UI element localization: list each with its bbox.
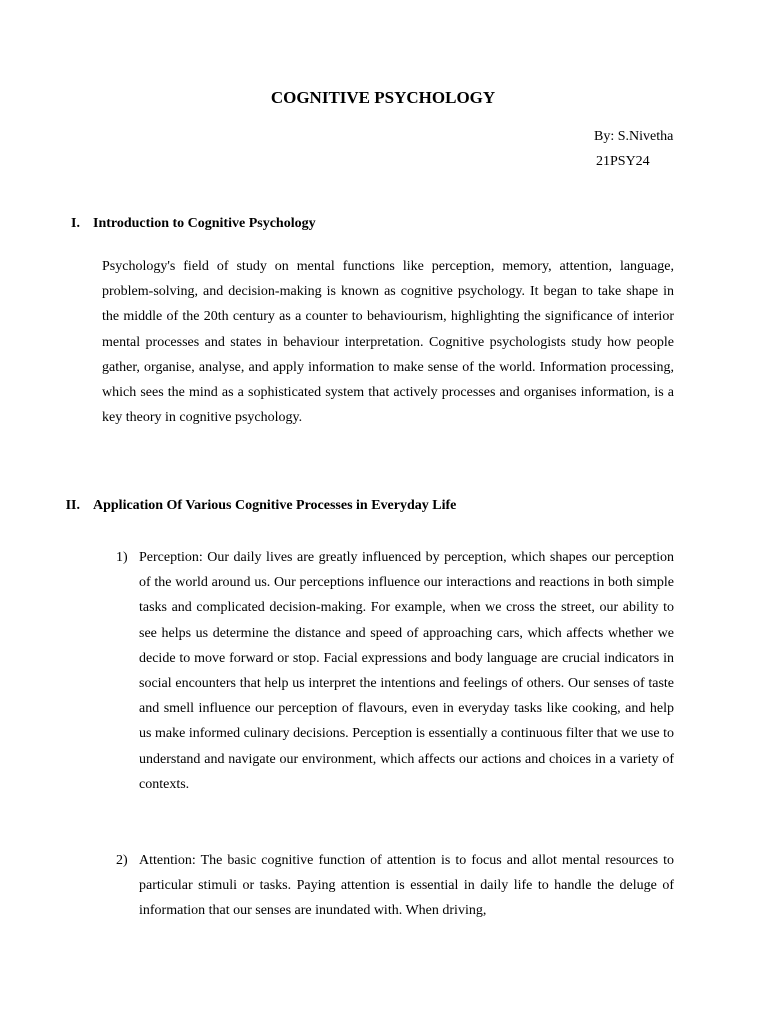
section-1-paragraph: Psychology's field of study on mental functions like perception, memory, attention, language, problem-solving, and decision-making is known as cognitive psychology. It began to take shape in the middle of the 20th century as a counter to behaviourism, highlighting the significance of interior mental processes and states in behaviour interpretation. Cognitive psychologists study how people gather, organise, analyse, and apply information to make sense of the world. Information processing, which sees the mind as a sophisticated system that actively processes and organises information, is a key theory in cognitive psychology. — [102, 259, 674, 426]
section-title: Application Of Various Cognitive Processes in Everyday Life — [93, 498, 457, 513]
section-number: I. — [71, 216, 80, 231]
document-title: COGNITIVE PSYCHOLOGY — [270, 88, 496, 107]
list-item-attention: Attention: The basic cognitive function of attention is to focus and allot mental resources to particular stimuli or tasks. Paying attention is essential in daily life to handle the deluge of information that our senses are inundated with. When driving, — [139, 853, 674, 919]
list-item-perception: Perception: Our daily lives are greatly influenced by perception, which shapes our perception of the world around us. Our perceptions influence our interactions and reactions in both simple tasks and complicated decision-making. For example, when we cross the street, our ability to see helps us determine the distance and speed of approaching cars, which affects whether we decide to move forward or stop. Facial expressions and body language are crucial indicators in social encounters that help us interpret the intentions and feelings of others. Our senses of taste and smell influence our perception of flavours, even in everyday tasks like cooking, and help us make informed culinary decisions. Perception is essentially a continuous filter that we use to understand and navigate our environment, which affects our actions and choices in a variety of contexts. — [139, 550, 674, 792]
author-name: By: S.Nivetha — [594, 129, 674, 144]
author-block — [594, 124, 673, 174]
section-number: II. — [65, 498, 80, 513]
section-title: Introduction to Cognitive Psychology — [93, 216, 316, 231]
list-item-number: 2) — [116, 853, 128, 868]
roll-number: 21PSY24 — [596, 154, 650, 169]
list-item-number: 1) — [116, 550, 128, 565]
